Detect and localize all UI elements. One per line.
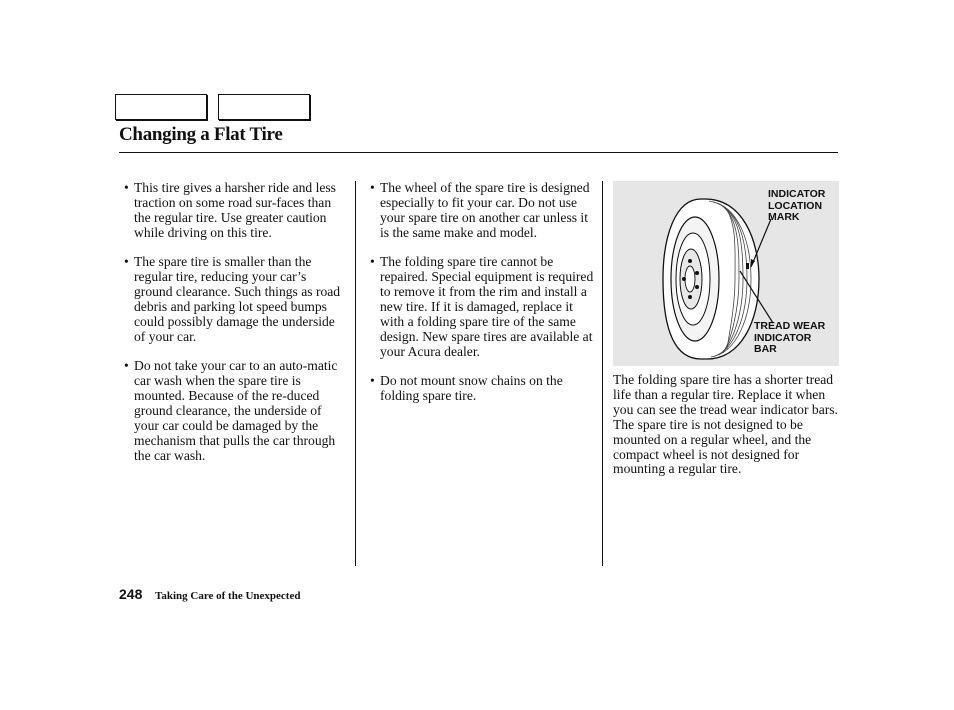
bullet-item: • The spare tire is smaller than the regular tire, reducing your car’s ground clearance. Such things as road debris and parking lot speed bumps could possibly damage the underside of your car. xyxy=(122,255,348,344)
page-number: 248 xyxy=(119,586,143,602)
left-column xyxy=(122,181,348,478)
middle-column xyxy=(368,181,594,419)
column-divider xyxy=(355,181,356,566)
tread-wear-label: TREAD WEAR INDICATOR BAR xyxy=(754,320,826,355)
bullet-item: • The wheel of the spare tire is designed especially to fit your car. Do not use your spare tire on another car unless it is the same make and model. xyxy=(368,181,594,241)
page-title: Changing a Flat Tire xyxy=(119,124,283,145)
tire-note-paragraph: The folding spare tire has a shorter tread life than a regular tire. Replace it when you can see the tread wear indicator bars. The spare tire is not designed to be mounted on a regular wheel, and the compact wheel is not designed for mounting a regular tire. xyxy=(613,372,838,477)
nav-next-button[interactable] xyxy=(218,94,310,120)
bullet-item: • Do not take your car to an auto-matic car wash when the spare tire is mounted. Because of the re-duced ground clearance, the underside of your car could be damaged by the mechanism that pulls the car through the car wash. xyxy=(122,359,348,463)
tire-figure xyxy=(613,181,839,366)
bullet-item: • Do not mount snow chains on the folding spare tire. xyxy=(368,374,594,404)
section-name: Taking Care of the Unexpected xyxy=(155,590,301,602)
bullet-item: • The folding spare tire cannot be repaired. Special equipment is required to remove it from the rim and install a new tire. If it is damaged, replace it with a folding spare tire of the same design. New spare tires are available at your Acura dealer. xyxy=(368,255,594,359)
indicator-location-label: INDICATOR LOCATION MARK xyxy=(768,188,826,223)
title-divider xyxy=(119,152,838,153)
column-divider xyxy=(602,181,603,566)
nav-previous-button[interactable] xyxy=(115,94,207,120)
bullet-item: • This tire gives a harsher ride and less traction on some road sur-faces than the regular tire. Use greater caution while driving on this tire. xyxy=(122,181,348,241)
